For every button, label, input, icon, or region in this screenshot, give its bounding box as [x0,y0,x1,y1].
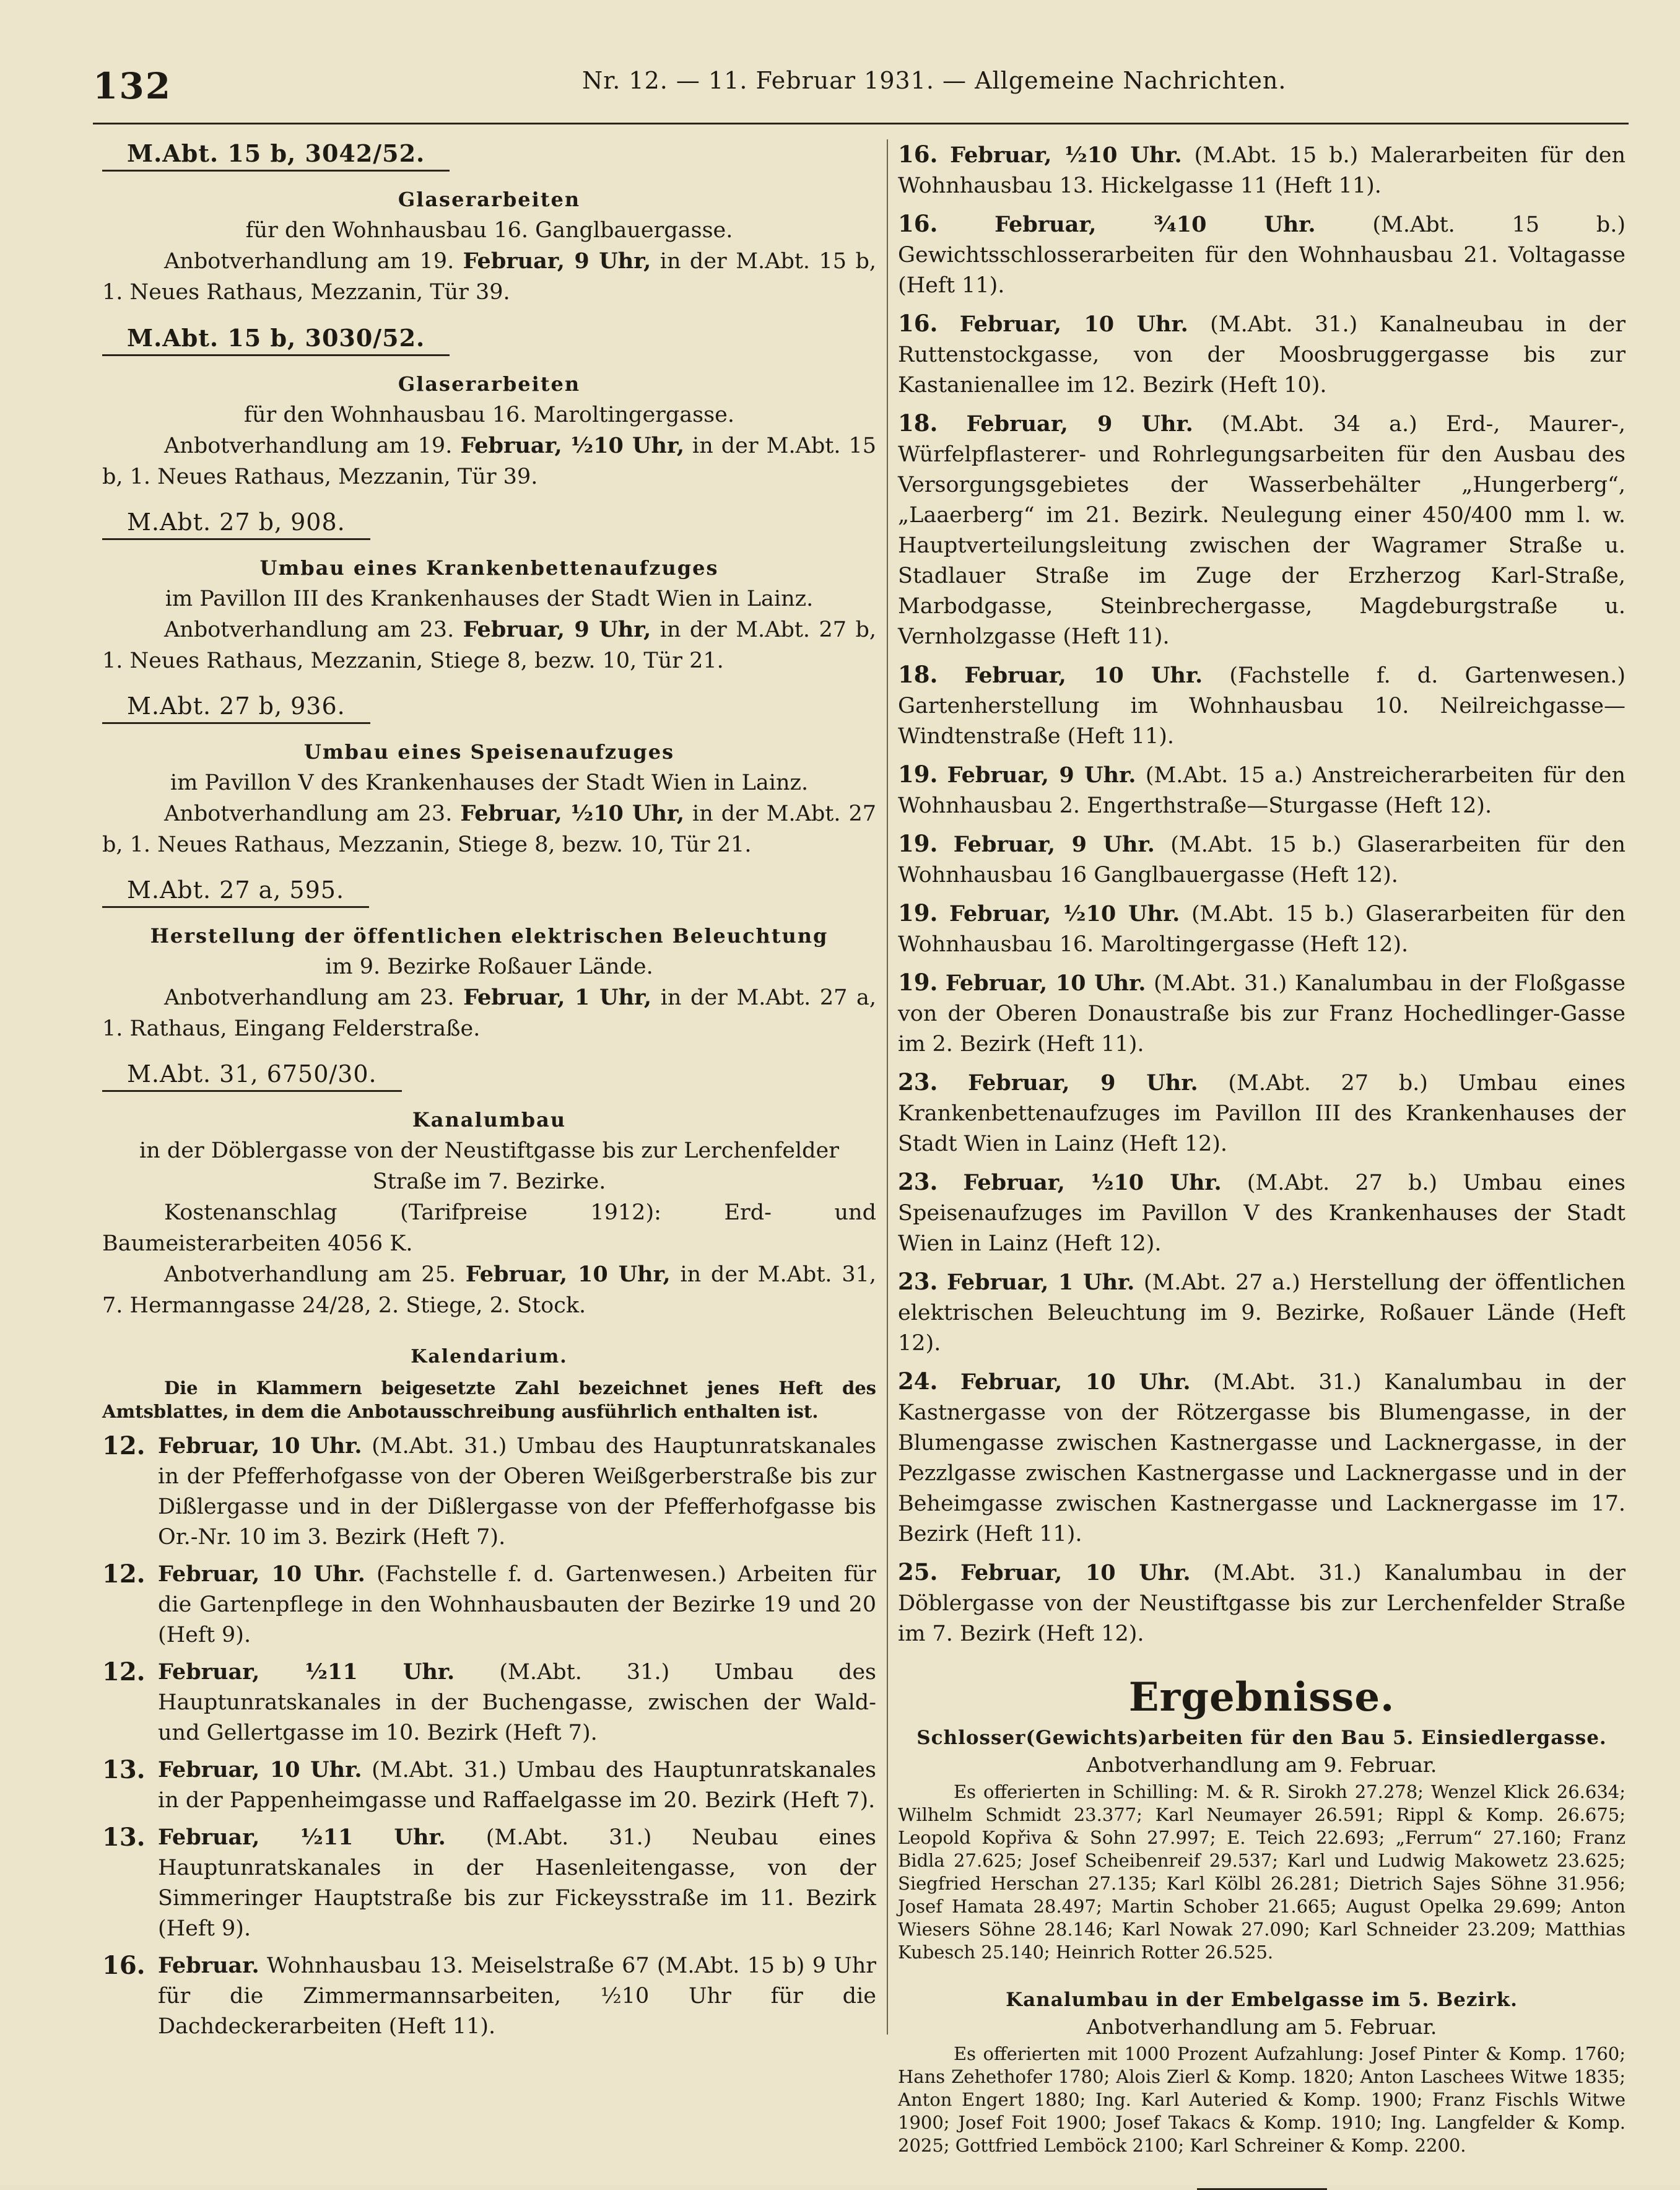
results-section-subheading: Anbotverhandlung am 9. Februar. [1086,1753,1437,1777]
calendar-item: 19. Februar, ½10 Uhr. (M.Abt. 15 b.) Glaserarbeiten für den Wohnhausbau 16. Maroltingergasse (Heft 12). [898,899,1626,957]
entry-reference: M.Abt. 15 b, 3030/52. [102,324,450,356]
entry-reference: M.Abt. 31, 6750/30. [102,1060,402,1092]
entry-body: Anbotverhandlung am 19. Februar, 9 Uhr, in der M.Abt. 15 b, 1. Neues Rathaus, Mezzanin, Tür 39. [102,248,876,305]
entry-title: Glaserarbeiten [398,372,581,396]
results-section-heading: Kanalumbau in der Embelgasse im 5. Bezirk. [1006,1989,1518,2011]
calendar-item: 23. Februar, 1 Uhr. (M.Abt. 27 a.) Herstellung der öffentlichen elektrischen Beleuchtung im 9. Bezirke, Roßauer Lände (Heft 12). [898,1268,1626,1356]
page-number: 132 [93,65,172,107]
calendar-day: 13. [102,1755,146,1784]
results-section-subheading: Anbotverhandlung am 5. Februar. [1086,2015,1437,2039]
entry-body: Anbotverhandlung am 23. Februar, 1 Uhr, in der M.Abt. 27 a, 1. Rathaus, Eingang Felderstraße. [102,985,876,1041]
entry-title: Glaserarbeiten [398,188,581,211]
tender-entry [102,324,876,492]
entry-title: Umbau eines Speisenaufzuges [303,740,675,764]
calendar-day: 13. [102,1823,146,1852]
calendar-text: Februar. Wohnhausbau 13. Meiselstraße 67 (M.Abt. 15 b) 9 Uhr für die Zimmermannsarbeiten, ½10 Uhr für die Dachdeckerarbeiten (Heft 11). [158,1953,876,2039]
calendar-text: Februar, 10 Uhr. (M.Abt. 31.) Umbau des Hauptunratskanales in der Pappenheimgasse und Raffaelgasse im 20. Bezirk (Heft 7). [158,1757,876,1813]
entry-subtitle: in der Döblergasse von der Neustiftgasse bis zur Lerchenfelder Straße im 7. Bezirke. [139,1138,839,1194]
entry-body: Anbotverhandlung am 23. Februar, 9 Uhr, in der M.Abt. 27 b, 1. Neues Rathaus, Mezzanin, Stiege 8, bezw. 10, Tür 21. [102,617,876,673]
calendar-text: Februar, ½11 Uhr. (M.Abt. 31.) Neubau eines Hauptunratskanales in der Hasenleitengasse, von der Simmeringer Hauptstraße bis zur Fickeysstraße im 11. Bezirk (Heft 9). [158,1825,876,1941]
entry-cost-estimate: Kostenanschlag (Tarifpreise 1912): Erd- und Baumeisterarbeiten 4056 K. [102,1200,876,1256]
right-column [898,139,1626,2190]
results-section [898,1727,1626,1964]
calendar-day: 16. [102,1951,146,1980]
entry-body: Anbotverhandlung am 25. Februar, 10 Uhr, in der M.Abt. 31, 7. Hermanngasse 24/28, 2. Stiege, 2. Stock. [102,1262,876,1318]
kalendarium-heading: Kalendarium. [411,1346,568,1368]
kalendarium-note: Die in Klammern beigesetzte Zahl bezeichnet jenes Heft des Amtsblattes, in dem die Anbotausschreibung ausführlich enthalten ist. [102,1377,876,1422]
left-column [102,139,876,2048]
calendar-item: 16. Februar, 10 Uhr. (M.Abt. 31.) Kanalneubau in der Ruttenstockgasse, von der Moosbruggergasse bis zur Kastanienallee im 12. Bezirk (Heft 10). [898,310,1626,398]
results-section-body: Es offerierten in Schilling: M. & R. Sirokh 27.278; Wenzel Klick 26.634; Wilhelm Schmidt 23.377; Karl Neumayer 26.591; Rippl & Komp. 26.675; Leopold Kopřiva & Sohn 27.997; E. Teich 22.693; „Ferrum“ 27.160; Franz Bidla 27.625; Josef Scheibenreif 29.537; Karl und Ludwig Makowetz 23.625; Siegfried Herschan 27.135; Karl Kölbl 26.281; Dietrich Sajes Söhne 31.956; Josef Hamata 28.497; Martin Schober 21.665; August Opelka 29.699; Anton Wiesers Söhne 28.146; Karl Nowak 27.090; Karl Schneider 23.209; Matthias Kubesch 25.140; Heinrich Rotter 26.525. [898,1781,1626,1963]
entry-reference: M.Abt. 27 b, 936. [102,692,370,724]
calendar-day: 12. [102,1431,146,1460]
calendar-item: 23. Februar, ½10 Uhr. (M.Abt. 27 b.) Umbau eines Speisenaufzuges im Pavillon V des Krankenhauses der Stadt Wien in Lainz (Heft 12). [898,1168,1626,1256]
page-header [0,0,1680,105]
calendar-item: 19. Februar, 9 Uhr. (M.Abt. 15 b.) Glaserarbeiten für den Wohnhausbau 16 Ganglbauergasse (Heft 12). [898,830,1626,888]
calendar-item: 23. Februar, 9 Uhr. (M.Abt. 27 b.) Umbau eines Krankenbettenaufzuges im Pavillon III des Krankenhauses der Stadt Wien in Lainz (Heft 12). [898,1068,1626,1156]
calendar-item [102,1657,876,1748]
calendar-item: 16. Februar, ¾10 Uhr. (M.Abt. 15 b.) Gewichtsschlosserarbeiten für den Wohnhausbau 21. Voltagasse (Heft 11). [898,210,1626,298]
calendar-item [102,1431,876,1553]
column-divider [887,139,888,2035]
calendar-item [102,1950,876,2042]
calendar-item: 19. Februar, 10 Uhr. (M.Abt. 31.) Kanalumbau in der Floßgasse von der Oberen Donaustraße bis zur Franz Hochedlinger-Gasse im 2. Bezirk (Heft 11). [898,969,1626,1057]
entry-title: Kanalumbau [412,1108,567,1132]
entry-title: Umbau eines Krankenbettenaufzuges [259,556,719,580]
results-section-body: Es offerierten mit 1000 Prozent Aufzahlung: Josef Pinter & Komp. 1760; Hans Zehethofer 1780; Alois Zierl & Komp. 1820; Anton Laschees Witwe 1835; Anton Engert 1880; Ing. Karl Auteried & Komp. 1900; Franz Fischls Witwe 1900; Josef Foit 1900; Josef Takacs & Komp. 1910; Ing. Langfelder & Komp. 2025; Gottfried Lemböck 2100; Karl Schreiner & Komp. 2200. [898,2043,1626,2156]
issue-title: Nr. 12. — 11. Februar 1931. — Allgemeine Nachrichten. [582,67,1287,94]
entry-title: Herstellung der öffentlichen elektrischen Beleuchtung [150,924,829,948]
tender-entry [102,692,876,860]
calendar-day: 12. [102,1560,146,1589]
tender-entry [102,876,876,1044]
calendar-item: 18. Februar, 9 Uhr. (M.Abt. 34 a.) Erd-, Maurer-, Würfelpflasterer- und Rohrlegungsarbeiten für den Ausbau des Versorgungsgebietes der Wasserbehälter „Hungerberg“, „Laaerberg“ im 21. Bezirk. Neulegung einer 450/400 mm l. w. Hauptverteilungsleitung zwischen der Wagramer Straße u. Stadlauer Straße im Zuge der Erzherzog Karl-Straße, Marbodgasse, Steinbrechergasse, Magdeburgstraße u. Vernholzgasse (Heft 11). [898,409,1626,649]
entry-reference: M.Abt. 15 b, 3042/52. [102,139,450,172]
calendar-day: 12. [102,1657,146,1686]
calendar-item [102,1755,876,1816]
results-section-heading: Schlosser(Gewichts)arbeiten für den Bau 5. Einsiedlergasse. [916,1727,1607,1749]
header-rule [93,123,1629,124]
results-section [898,1989,1626,2157]
calendar-text: Februar, ½11 Uhr. (M.Abt. 31.) Umbau des Hauptunratskanales in der Buchengasse, zwischen der Wald- und Gellertgasse im 10. Bezirk (Heft 7). [158,1659,877,1745]
entry-subtitle: im Pavillon III des Krankenhauses der Stadt Wien in Lainz. [165,587,814,611]
entry-subtitle: im Pavillon V des Krankenhauses der Stadt Wien in Lainz. [170,770,809,795]
calendar-item: 16. Februar, ½10 Uhr. (M.Abt. 15 b.) Malerarbeiten für den Wohnhausbau 13. Hickelgasse 11 (Heft 11). [898,141,1626,198]
tender-entry [102,139,876,308]
entry-subtitle: im 9. Bezirke Roßauer Lände. [325,954,653,979]
calendar-item [102,1822,876,1944]
entry-subtitle: für den Wohnhausbau 16. Ganglbauergasse. [245,218,733,243]
calendar-item: 25. Februar, 10 Uhr. (M.Abt. 31.) Kanalumbau in der Döblergasse von der Neustiftgasse bis zur Lerchenfelder Straße im 7. Bezirk (Heft 12). [898,1558,1626,1646]
entry-body: Anbotverhandlung am 23. Februar, ½10 Uhr, in der M.Abt. 27 b, 1. Neues Rathaus, Mezzanin, Stiege 8, bezw. 10, Tür 21. [102,801,876,857]
entry-reference: M.Abt. 27 a, 595. [102,876,369,908]
calendar-text: Februar, 10 Uhr. (Fachstelle f. d. Gartenwesen.) Arbeiten für die Gartenpflege in den Wohnhausbauten der Bezirke 19 und 20 (Heft 9). [158,1561,877,1647]
entry-subtitle: für den Wohnhausbau 16. Maroltingergasse. [244,403,734,427]
results-heading: Ergebnisse. [1128,1674,1395,1721]
entry-reference: M.Abt. 27 b, 908. [102,508,370,540]
calendar-item [102,1559,876,1651]
calendar-item: 24. Februar, 10 Uhr. (M.Abt. 31.) Kanalumbau in der Kastnergasse von der Rötzergasse bis Blumengasse, in der Blumengasse zwischen Kastnergasse und Lacknergasse, in der Pezzlgasse zwischen Kastnergasse und Lacknergasse und in der Beheimgasse zwischen Kastnergasse und Lacknergasse im 17. Bezirk (Heft 11). [898,1368,1626,1547]
entry-body: Anbotverhandlung am 19. Februar, ½10 Uhr, in der M.Abt. 15 b, 1. Neues Rathaus, Mezzanin, Tür 39. [102,433,876,489]
tender-entry [102,508,876,676]
calendar-text: Februar, 10 Uhr. (M.Abt. 31.) Umbau des Hauptunratskanales in der Pfefferhofgasse von der Oberen Weißgerberstraße bis zur Dißlergasse und in der Dißlergasse von der Pfefferhofgasse bis Or.-Nr. 10 im 3. Bezirk (Heft 7). [158,1433,876,1550]
calendar-item: 18. Februar, 10 Uhr. (Fachstelle f. d. Gartenwesen.) Gartenherstellung im Wohnhausbau 10. Neilreichgasse—Windtenstraße (Heft 11). [898,661,1626,749]
tender-entry [102,1060,876,1321]
calendar-item: 19. Februar, 9 Uhr. (M.Abt. 15 a.) Anstreicherarbeiten für den Wohnhausbau 2. Engerthstraße—Sturgasse (Heft 12). [898,761,1626,818]
